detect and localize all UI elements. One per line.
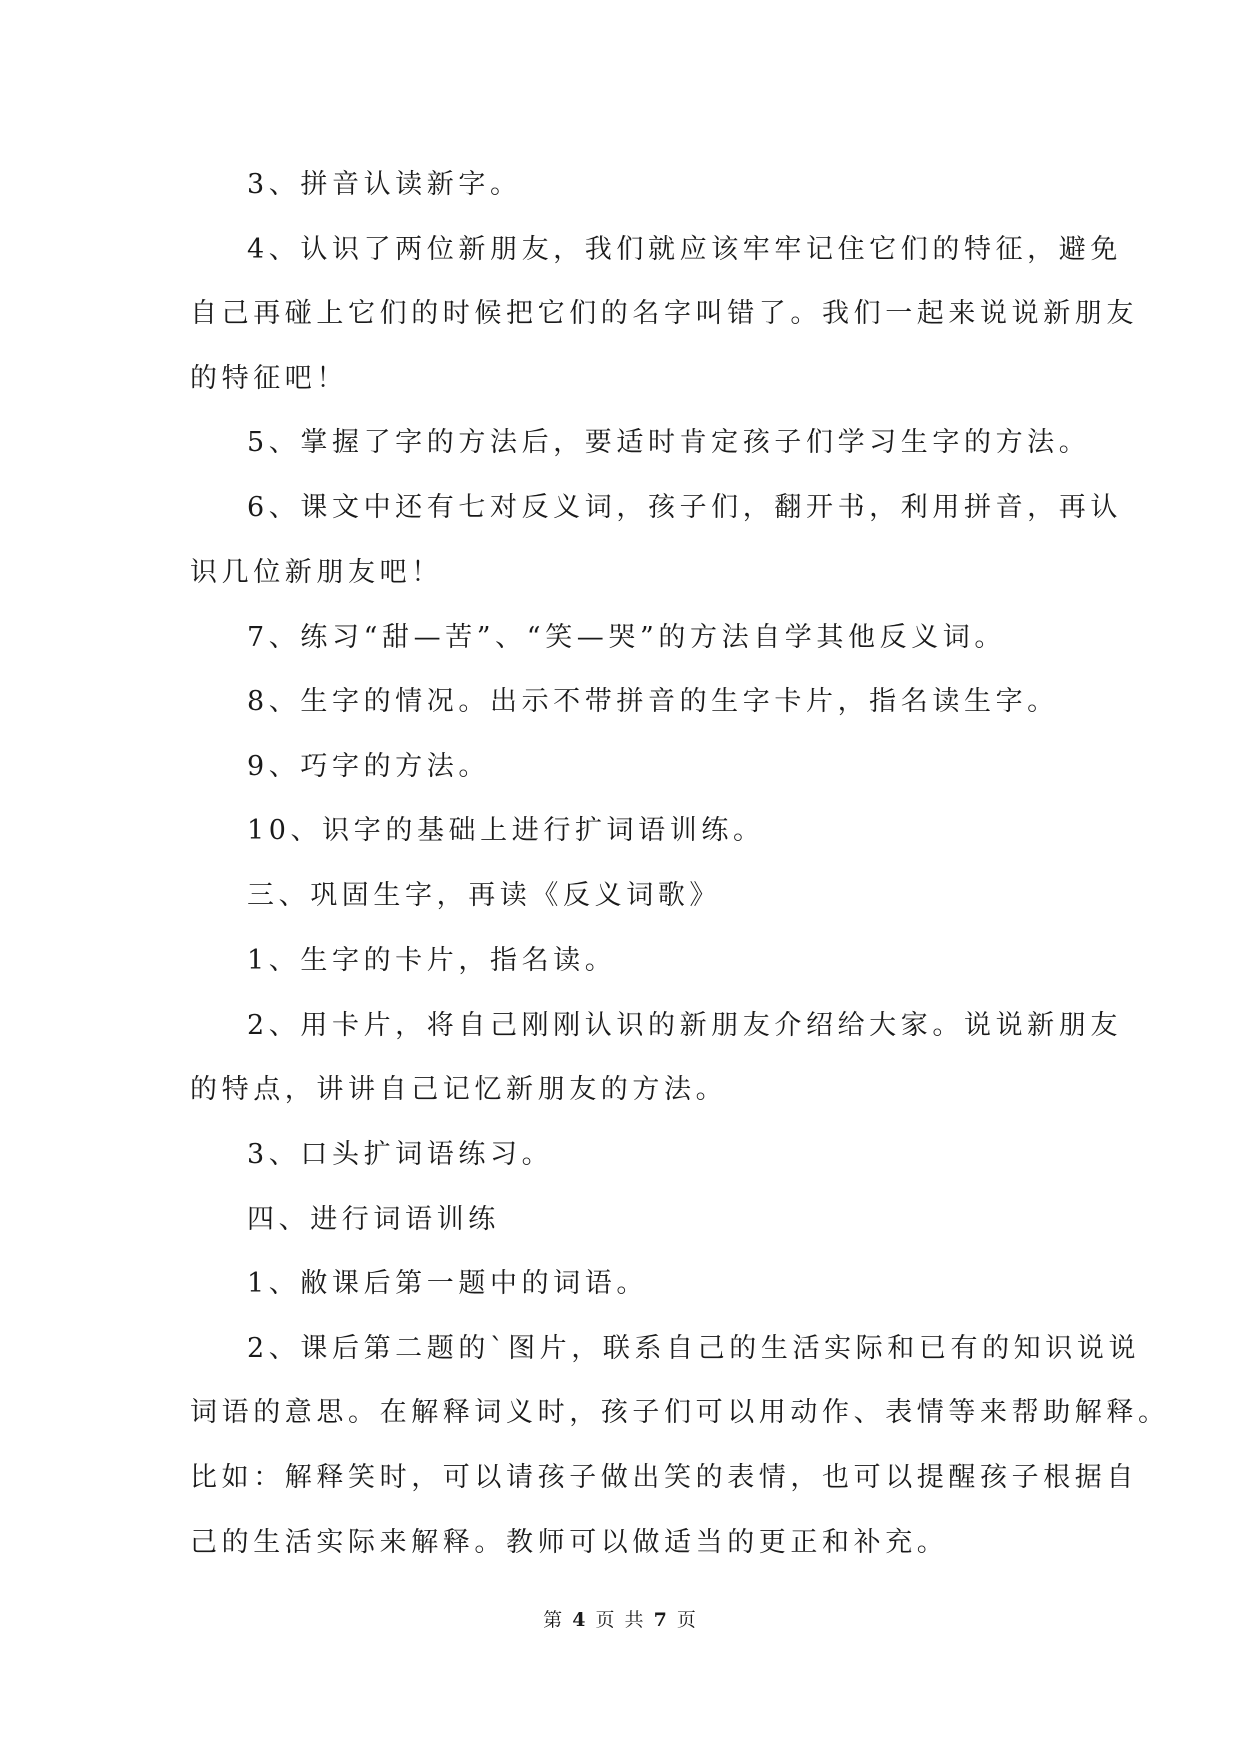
text-line: 3、拼音认读新字。 <box>247 169 522 200</box>
text-line: 2、用卡片，将自己刚刚认识的新朋友介绍给大家。说说新朋友 <box>247 1010 1122 1041</box>
total-pages-number: 7 <box>653 1609 669 1631</box>
text-line: 的特征吧！ <box>190 363 348 394</box>
section-heading: 三、巩固生字，再读《反义词歌》 <box>247 880 721 911</box>
text-line: 10、识字的基础上进行扩词语训练。 <box>247 815 765 846</box>
text-line: 识几位新朋友吧！ <box>190 557 443 588</box>
text-line: 6、课文中还有七对反义词，孩子们，翻开书，利用拼音，再认 <box>247 492 1122 523</box>
text-line: 7、练习“甜—苦”、“笑—哭”的方法自学其他反义词。 <box>247 622 1006 653</box>
text-line: 5、掌握了字的方法后，要适时肯定孩子们学习生字的方法。 <box>247 427 1091 458</box>
section-heading: 四、进行词语训练 <box>247 1204 500 1235</box>
text-line: 1、敝课后第一题中的词语。 <box>247 1268 648 1299</box>
text-line: 1、生字的卡片，指名读。 <box>247 945 617 976</box>
text-line: 2、课后第二题的`图片，联系自己的生活实际和已有的知识说说 <box>247 1333 1141 1364</box>
text-line: 比如：解释笑时，可以请孩子做出笑的表情，也可以提醒孩子根据自 <box>190 1462 1138 1493</box>
text-line: 词语的意思。在解释词义时，孩子们可以用动作、表情等来帮助解释。 <box>190 1397 1170 1428</box>
text-line: 4、认识了两位新朋友，我们就应该牢牢记住它们的特征，避免 <box>247 234 1122 265</box>
footer-prefix: 第 <box>543 1609 565 1631</box>
text-line: 9、巧字的方法。 <box>247 751 490 782</box>
text-line: 8、生字的情况。出示不带拼音的生字卡片，指名读生字。 <box>247 686 1059 717</box>
text-line: 3、口头扩词语练习。 <box>247 1139 554 1170</box>
text-line: 自己再碰上它们的时候把它们的名字叫错了。我们一起来说说新朋友 <box>190 298 1138 329</box>
text-line: 己的生活实际来解释。教师可以做适当的更正和补充。 <box>190 1527 949 1558</box>
current-page-number: 4 <box>572 1609 588 1631</box>
text-line: 的特点，讲讲自己记忆新朋友的方法。 <box>190 1074 728 1105</box>
footer-middle: 页 共 <box>595 1609 646 1631</box>
page-footer <box>0 1608 1241 1632</box>
footer-suffix: 页 <box>676 1609 698 1631</box>
